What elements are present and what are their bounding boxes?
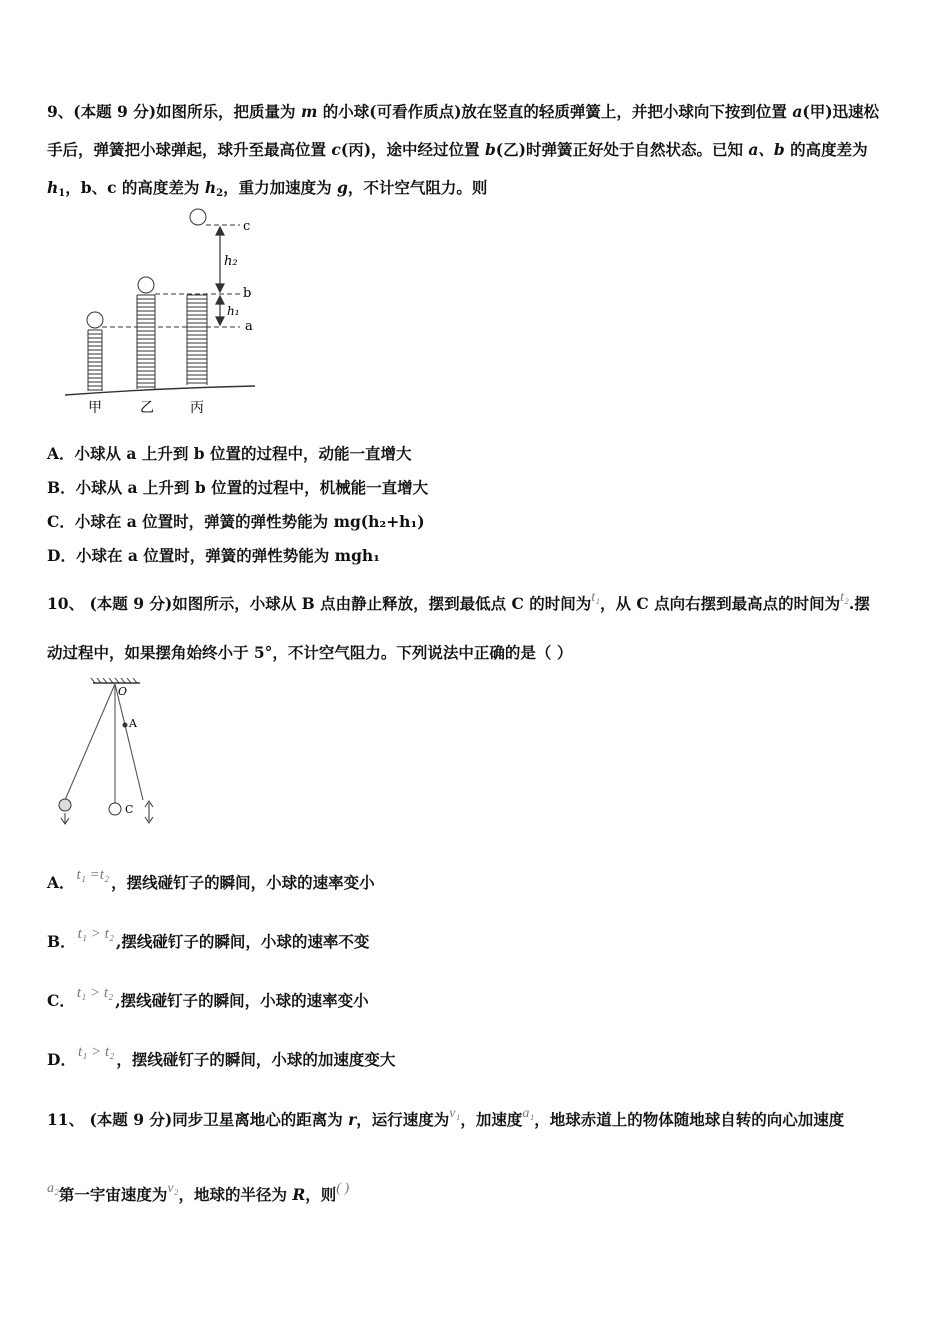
q9-option-c[interactable]: C．小球在 a 位置时，弹簧的弹性势能为 mg(h₂+h₁) bbox=[47, 512, 425, 531]
q10-option-d[interactable]: D． t₁ > t₂ ，摆线碰钉子的瞬间，小球的加速度变大 bbox=[47, 1044, 396, 1069]
q10-option-a[interactable]: A． t₁ =t₂ ，摆线碰钉子的瞬间，小球的速率变小 bbox=[47, 867, 375, 892]
q10-pendulum-figure bbox=[45, 675, 165, 835]
spring-jia bbox=[87, 312, 103, 391]
q9-label-h2: h₂ bbox=[224, 254, 238, 269]
q9-label-h1: h₁ bbox=[227, 304, 240, 318]
spring-bing bbox=[187, 209, 207, 385]
q10-option-b[interactable]: B． t₁ > t₂ ,摆线碰钉子的瞬间，小球的速率不变 bbox=[47, 926, 370, 951]
q9-spring-figure bbox=[60, 205, 280, 420]
q10-line-1: 10、 (本题 9 分)如图所示，小球从 B 点由静止释放，摆到最低点 C 的时间为t₁，从 C 点向右摆到最高点的时间为t₂.摆 bbox=[47, 590, 870, 613]
q9-label-bing: 丙 bbox=[190, 400, 204, 416]
q9-option-d[interactable]: D．小球在 a 位置时，弹簧的弹性势能为 mgh₁ bbox=[47, 546, 380, 565]
q11-line-2: a₂第一宇宙速度为v₂，地球的半径为 R，则( ) bbox=[47, 1181, 350, 1204]
q11-line-1: 11、 (本题 9 分)同步卫星离地心的距离为 r，运行速度为v₁，加速度a₁，地球赤道上的物体随地球自转的向心加速度 bbox=[47, 1106, 845, 1129]
q10-label-c: C bbox=[125, 803, 134, 816]
q9-label-c: c bbox=[243, 219, 251, 234]
q10-label-a: A bbox=[129, 717, 137, 730]
q9-label-a: a bbox=[245, 319, 253, 334]
q10-option-c[interactable]: C． t₁ > t₂ ,摆线碰钉子的瞬间，小球的速率变小 bbox=[47, 985, 369, 1010]
q10-label-o: O bbox=[118, 685, 128, 698]
q9-line-1: 9、(本题 9 分)如图所乐，把质量为 m 的小球(可看作质点)放在竖直的轻质弹簧上，并把小球向下按到位置 a(甲)迅速松 bbox=[47, 102, 880, 121]
q9-option-b[interactable]: B．小球从 a 上升到 b 位置的过程中，机械能一直增大 bbox=[47, 478, 429, 497]
q9-label-jia: 甲 bbox=[88, 400, 102, 416]
q9-label-yi: 乙 bbox=[140, 400, 154, 416]
q9-line-3: $h_1$，b、c 的高度差为 $h_2$，重力加速度为 g，不计空气阻力。则 bbox=[47, 178, 488, 199]
q9-line-2: 手后，弹簧把小球弹起，球升至最高位置 c(丙)，途中经过位置 b(乙)时弹簧正好处于自然状态。已知 a、b 的高度差为 bbox=[47, 140, 868, 159]
spring-yi bbox=[137, 277, 155, 389]
q9-option-a[interactable]: A．小球从 a 上升到 b 位置的过程中，动能一直增大 bbox=[47, 444, 412, 463]
q10-line-2: 动过程中，如果摆角始终小于 5°，不计空气阻力。下列说法中正确的是（ ） bbox=[47, 643, 573, 662]
q9-label-b: b bbox=[243, 286, 252, 301]
